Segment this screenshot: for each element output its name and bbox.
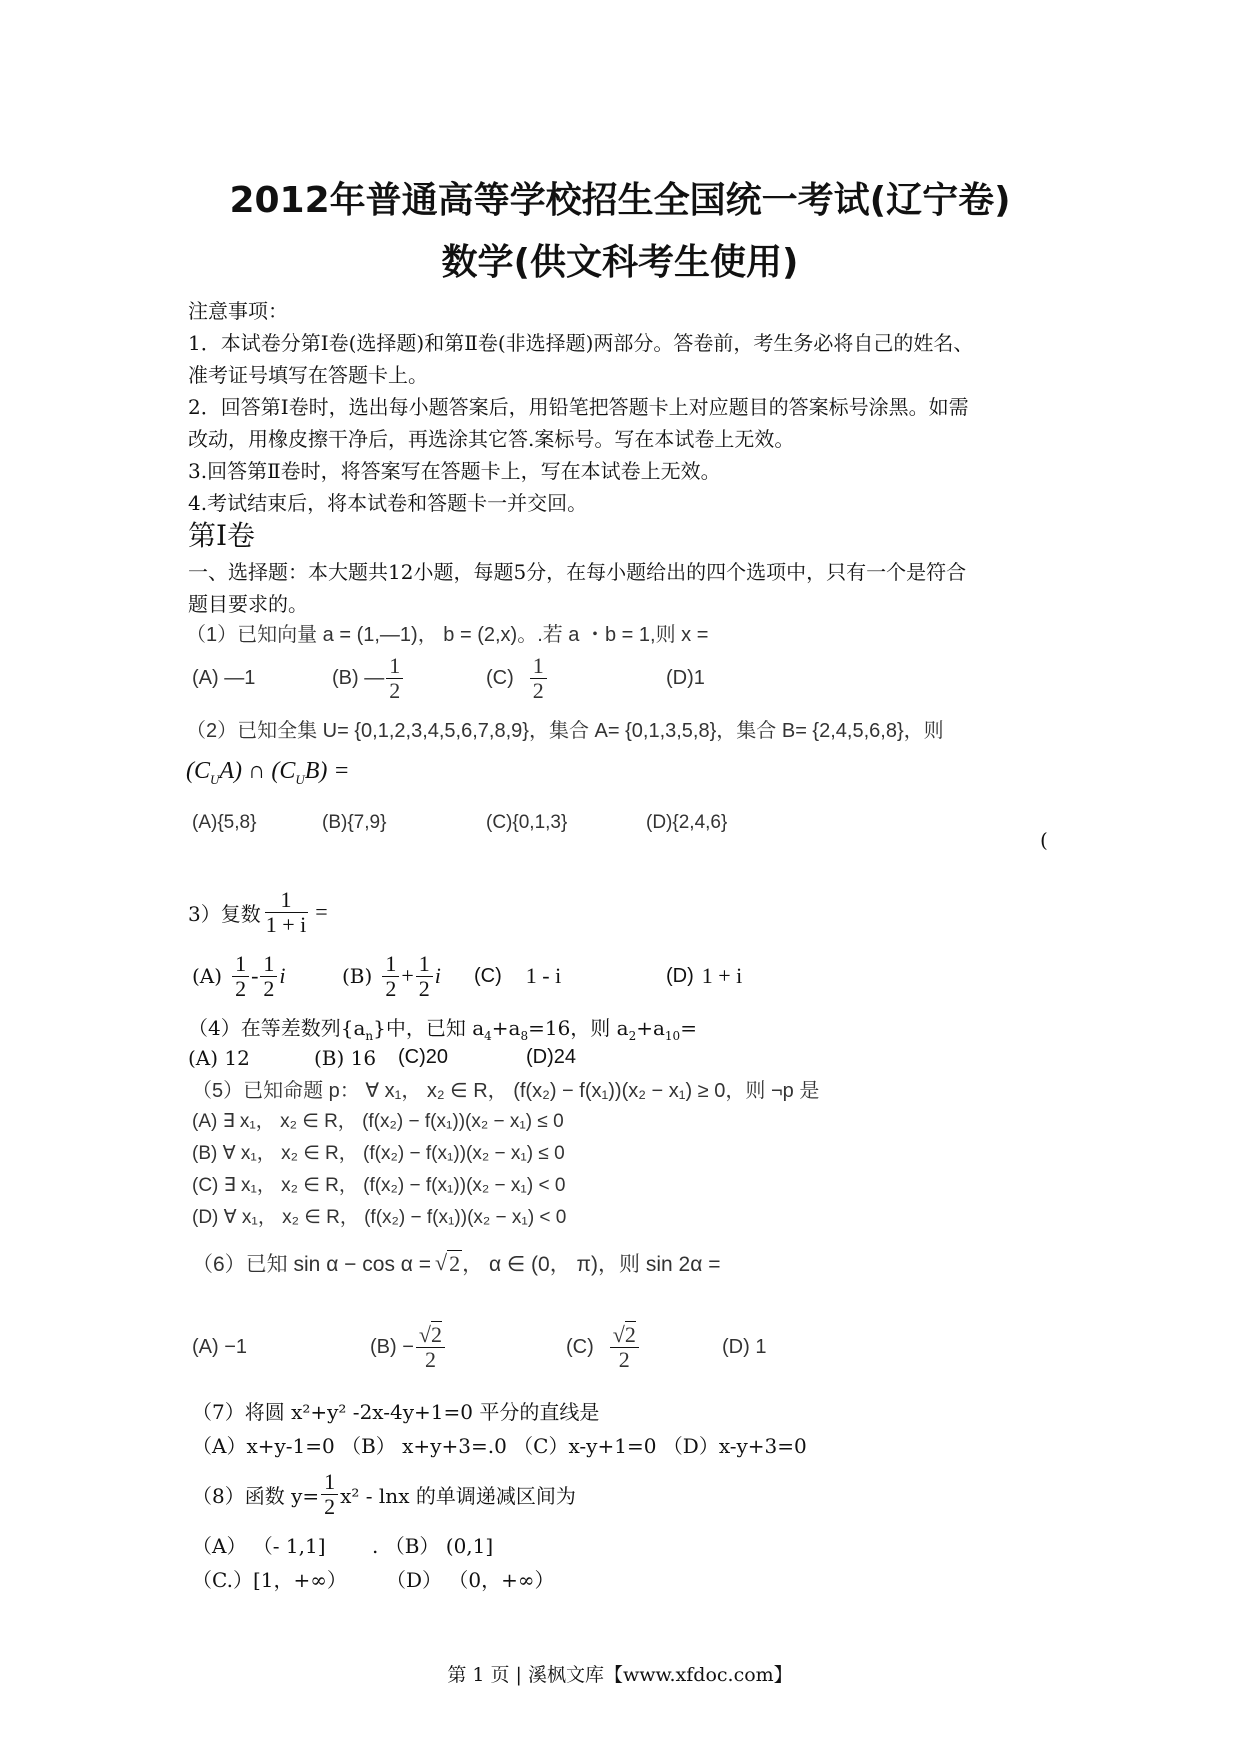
q6-stem-a: （6）已知 sin α − cos α = xyxy=(192,1253,432,1276)
q3-stem-text: 3）复数 xyxy=(188,901,261,926)
q2-stem: （2）已知全集 U= {0,1,2,3,4,5,6,7,8,9}，集合 A= {0,1,3,5,8}，集合 B= {2,4,5,6,8}，则 xyxy=(186,720,944,742)
q8-stem xyxy=(192,1464,576,1524)
q2-option-d: (D){2,4,6} xyxy=(646,812,728,833)
q1-option-c-label: (C) xyxy=(486,666,514,689)
notice-line-1a: 1．本试卷分第Ⅰ卷(选择题)和第Ⅱ卷(非选择题)两部分。答卷前，考生务必将自己的姓名、 xyxy=(188,331,974,355)
q6-b-fraction xyxy=(416,1323,445,1370)
q5-option-b: (B) ∀ x₁， x₂ ∈ R， (f(x₂) − f(x₁))(x₂ − x₁) ≤ 0 xyxy=(192,1143,565,1164)
q8-option-a: （A） （- 1,1] xyxy=(192,1534,326,1558)
q3-a-fraction-2 xyxy=(260,952,277,999)
exam-title: 2012年普通高等学校招生全国统一考试(辽宁卷) xyxy=(229,180,1011,221)
section-heading: 第Ⅰ卷 xyxy=(188,519,256,552)
q5-option-d: (D) ∀ x₁， x₂ ∈ R， (f(x₂) − f(x₁))(x₂ − x₁) < 0 xyxy=(192,1207,567,1228)
q6-c-numerator: √2 xyxy=(610,1323,639,1347)
q1-option-d-text: (D)1 xyxy=(666,666,705,689)
q4-option-a: (A) 12 xyxy=(188,1046,250,1070)
q3-b-fraction-1 xyxy=(382,952,399,999)
q3-numerator: 1 xyxy=(265,888,308,912)
q4-option-d: (D)24 xyxy=(526,1046,577,1068)
q3-equals: = xyxy=(315,899,328,924)
q1-option-c xyxy=(486,648,549,708)
notice-line-2b: 改动，用橡皮擦干净后，再选涂其它答.案标号。写在本试卷上无效。 xyxy=(188,427,795,451)
q3-stem xyxy=(188,882,328,942)
section-intro-a: 一、选择题：本大题共12小题，每题5分，在每小题给出的四个选项中，只有一个是符合 xyxy=(188,560,967,584)
q6-option-a xyxy=(192,1312,247,1382)
q6-option-a-text: (A) −1 xyxy=(192,1335,248,1358)
q8-option-d: （D） （0，+∞） xyxy=(386,1568,555,1592)
q1-b-denominator: 2 xyxy=(389,677,401,703)
q4-stem-prefix: （4）在等差数列{a xyxy=(188,1016,366,1040)
q8-stem-a: （8）函数 y= xyxy=(192,1483,320,1508)
q6-stem-b: ， α ∈ (0， π)，则 sin 2α = xyxy=(462,1253,721,1276)
q6-b-denominator: 2 xyxy=(424,1346,436,1372)
q3-b-den-2: 2 xyxy=(418,975,430,1001)
q1-c-numerator: 1 xyxy=(530,654,547,678)
q6-b-radicand: 2 xyxy=(430,1322,442,1348)
q3-b-num-1: 1 xyxy=(382,952,399,976)
q2-option-b: (B){7,9} xyxy=(322,812,387,833)
q6-option-c xyxy=(566,1312,641,1382)
q6-stem xyxy=(192,1248,720,1278)
q6-sqrt: √ 2 xyxy=(435,1249,461,1276)
q3-option-c-label: (C) xyxy=(474,964,502,987)
q1-option-a xyxy=(192,648,255,708)
q7-options: （A）x+y-1=0 （B） x+y+3=.0 （C）x-y+1=0 （D）x-y+3=0 xyxy=(192,1434,807,1458)
q3-a-num-1: 1 xyxy=(232,952,249,976)
q3-a-fraction-1 xyxy=(232,952,249,999)
q6-c-denominator: 2 xyxy=(618,1346,630,1372)
q2-option-a: (A){5,8} xyxy=(192,812,257,833)
notice-line-2a: 2．回答第Ⅰ卷时，选出每小题答案后，用铅笔把答题卡上对应题目的答案标号涂黑。如需 xyxy=(188,395,969,419)
q7-stem: （7）将圆 x²+y² -2x-4y+1=0 平分的直线是 xyxy=(192,1400,600,1424)
q6-sqrt-radicand: 2 xyxy=(449,1250,461,1276)
q5-option-a: (A) ∃ x₁， x₂ ∈ R， (f(x₂) − f(x₁))(x₂ − x₁) ≤ 0 xyxy=(192,1111,564,1132)
q5-option-c: (C) ∃ x₁， x₂ ∈ R， (f(x₂) − f(x₁))(x₂ − x₁) < 0 xyxy=(192,1175,566,1196)
notice-line-4: 4.考试结束后，将本试卷和答题卡一并交回。 xyxy=(188,491,588,515)
q6-option-d-text: (D) 1 xyxy=(722,1335,767,1358)
q3-denominator: 1 + i xyxy=(265,911,307,937)
q2-expr-prefix: (C xyxy=(186,758,210,784)
q1-option-c-fraction xyxy=(530,654,547,701)
q3-a-den-1: 2 xyxy=(235,975,247,1001)
q2-option-c: (C){0,1,3} xyxy=(486,812,568,833)
page-footer: 第 1 页 | 溪枫文库【www.xfdoc.com】 xyxy=(447,1664,793,1686)
q6-c-radicand: 2 xyxy=(624,1322,636,1348)
q6-option-b-label: (B) − xyxy=(370,1335,414,1358)
q6-option-d xyxy=(722,1312,766,1382)
q6-option-b xyxy=(370,1312,447,1382)
q6-option-c-label: (C) xyxy=(566,1335,594,1358)
q3-b-fraction-2 xyxy=(416,952,433,999)
exam-subtitle: 数学(供文科考生使用) xyxy=(441,242,799,283)
q3-option-b: (B) $\frac{1}{2}$ + $\frac{1}{2}$ i xyxy=(342,951,441,1001)
q3-b-num-2: 1 xyxy=(416,952,433,976)
q3-option-c-value: 1 - i xyxy=(525,963,562,988)
q8-option-b: . （B） (0,1] xyxy=(372,1534,494,1558)
q4-option-c: (C)20 xyxy=(398,1046,449,1068)
q3-option-d-value: 1 + i xyxy=(701,963,743,988)
q1-option-b xyxy=(332,648,405,708)
q8-fraction xyxy=(321,1470,338,1517)
notice-heading: 注意事项： xyxy=(188,299,288,323)
q1-b-numerator: 1 xyxy=(386,654,403,678)
q1-option-d xyxy=(666,648,705,708)
q1-stem: （1）已知向量 a = (1,—1)， b = (2,x)。.若 a ・b = 1,则 x = xyxy=(186,624,709,646)
q3-option-d-label: (D) xyxy=(666,964,694,987)
q8-denominator: 2 xyxy=(324,1493,336,1519)
q8-option-c: （C.）[1，+∞） xyxy=(192,1568,347,1592)
section-intro-b: 题目要求的。 xyxy=(188,592,308,616)
q4-stem-mid: }中，已知 a xyxy=(373,1016,485,1040)
q3-b-den-1: 2 xyxy=(385,975,397,1001)
q3-option-d xyxy=(666,946,742,1006)
notice-line-3: 3.回答第Ⅱ卷时，将答案写在答题卡上，写在本试卷上无效。 xyxy=(188,459,721,483)
q3-option-a-label: (A) xyxy=(192,964,223,988)
q8-stem-b: x² - lnx 的单调递减区间为 xyxy=(340,1483,576,1508)
q3-fraction xyxy=(263,888,310,935)
q3-a-den-2: 2 xyxy=(263,975,275,1001)
q1-option-b-label: (B) — xyxy=(332,666,385,689)
q5-stem: （5）已知命题 p： ∀ x₁， x₂ ∈ R， (f(x₂) − f(x₁))(x₂ − x₁) ≥ 0，则 ¬p 是 xyxy=(192,1080,820,1102)
q2-expression: $(C_UA)$ ∩ $(C_UB)$ = xyxy=(186,758,350,787)
q6-b-numerator: √2 xyxy=(416,1323,445,1347)
q3-option-a: (A) $\frac{1}{2}$ - $\frac{1}{2}$ i xyxy=(192,951,286,1001)
q3-a-num-2: 1 xyxy=(260,952,277,976)
q4-option-b: (B) 16 xyxy=(314,1046,377,1070)
q4-stem: （4）在等差数列$\{a_n\}$中，已知 $a_4+a_8=16$，则 $a_2+a_{10}=$ xyxy=(188,1016,697,1043)
notice-line-1b: 准考证号填写在答题卡上。 xyxy=(188,363,428,387)
stray-paren: ( xyxy=(1040,828,1048,852)
q1-c-denominator: 2 xyxy=(532,677,544,703)
q3-option-c xyxy=(474,946,561,1006)
q8-numerator: 1 xyxy=(321,1470,338,1494)
q1-option-b-fraction xyxy=(386,654,403,701)
q4-stem-rest: =16，则 a xyxy=(528,1016,629,1040)
q6-c-fraction xyxy=(610,1323,639,1370)
q1-option-a-text: (A) —1 xyxy=(192,666,256,689)
q3-option-b-label: (B) xyxy=(342,964,373,988)
